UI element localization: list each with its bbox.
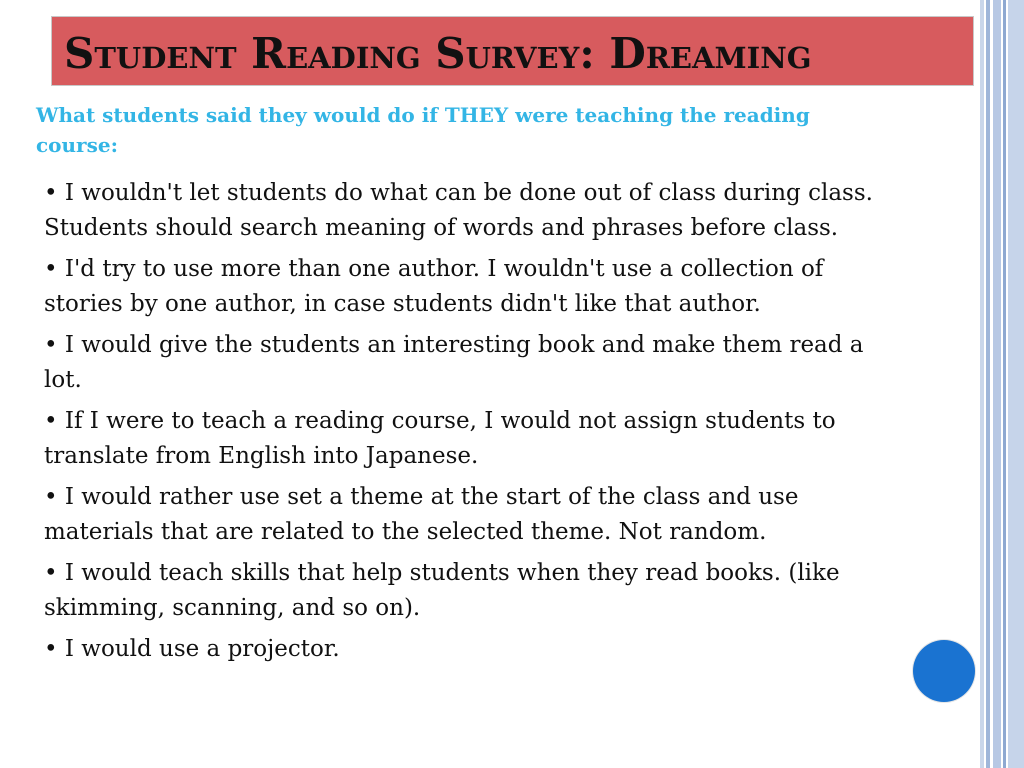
bullet-item: • I would use a projector. — [44, 636, 340, 662]
slide-subtitle: What students said they would do if THEY were teaching the reading course: — [36, 103, 810, 157]
decorative-circle-icon — [913, 640, 975, 702]
decorative-stripe — [1008, 0, 1024, 768]
bullet-list — [44, 176, 894, 673]
decorative-stripe — [980, 0, 984, 768]
decorative-stripe — [1003, 0, 1006, 768]
bullet-item: • I wouldn't let students do what can be done out of class during class. Students should search meaning of words and phrases before class. — [44, 180, 873, 241]
decorative-stripe — [986, 0, 990, 768]
title-bar — [52, 17, 973, 85]
slide-title: Student Reading Survey: Dreaming — [64, 29, 812, 78]
bullet-item: • If I were to teach a reading course, I would not assign students to translate from English into Japanese. — [44, 408, 836, 469]
bullet-item: • I would give the students an interesting book and make them read a lot. — [44, 332, 864, 393]
bullet-item: • I'd try to use more than one author. I wouldn't use a collection of stories by one author, in case students didn't like that author. — [44, 256, 824, 317]
bullet-item: • I would rather use set a theme at the start of the class and use materials that are related to the selected theme. Not random. — [44, 484, 799, 545]
decorative-stripe — [993, 0, 1001, 768]
bullet-item: • I would teach skills that help students when they read books. (like skimming, scanning, and so on). — [44, 560, 840, 621]
